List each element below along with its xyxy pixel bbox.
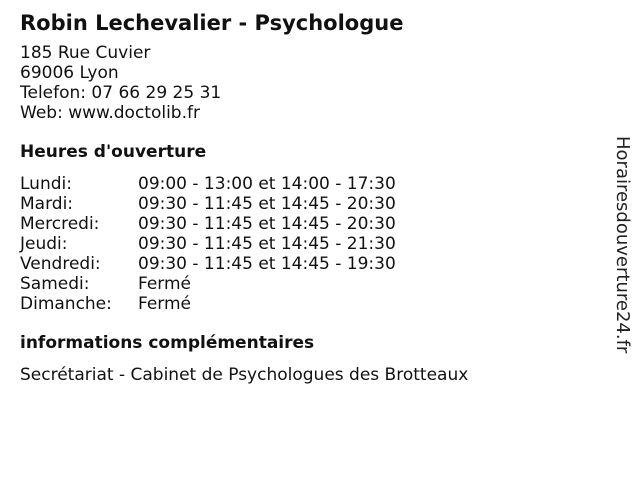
hours-row-monday (20, 174, 590, 194)
opening-hours-heading: Heures d'ouverture (20, 142, 207, 162)
day-hours: Fermé (138, 274, 192, 294)
day-label: Vendredi: (20, 254, 101, 274)
phone-number: Telefon: 07 66 29 25 31 (20, 83, 222, 103)
hours-row-thursday (20, 234, 590, 254)
web-label: Web: (20, 103, 63, 123)
site-watermark: Horairesdouverture24.fr (612, 136, 633, 354)
street-address: 185 Rue Cuvier (20, 43, 151, 63)
web-line (20, 103, 590, 123)
business-card (20, 10, 590, 385)
day-hours: 09:30 - 11:45 et 14:45 - 19:30 (138, 254, 396, 274)
day-label: Dimanche: (20, 294, 112, 314)
hours-row-friday (20, 254, 590, 274)
day-label: Mardi: (20, 194, 74, 214)
page-title: Robin Lechevalier - Psychologue (20, 11, 404, 35)
hours-row-saturday (20, 274, 590, 294)
day-hours: 09:30 - 11:45 et 14:45 - 20:30 (138, 214, 396, 234)
day-hours: 09:30 - 11:45 et 14:45 - 20:30 (138, 194, 396, 214)
website-link[interactable]: www.doctolib.fr (68, 103, 200, 123)
contact-block (20, 43, 590, 123)
day-label: Mercredi: (20, 214, 100, 234)
hours-row-wednesday (20, 214, 590, 234)
opening-hours-table (20, 174, 590, 314)
hours-row-sunday (20, 294, 590, 314)
additional-info-text: Secrétariat - Cabinet de Psychologues des Brotteaux (20, 365, 469, 385)
day-label: Lundi: (20, 174, 72, 194)
hours-row-tuesday (20, 194, 590, 214)
city-postal: 69006 Lyon (20, 63, 119, 83)
day-label: Jeudi: (20, 234, 68, 254)
day-hours: 09:00 - 13:00 et 14:00 - 17:30 (138, 174, 396, 194)
day-hours: 09:30 - 11:45 et 14:45 - 21:30 (138, 234, 396, 254)
additional-info-heading: informations complémentaires (20, 333, 315, 353)
day-label: Samedi: (20, 274, 90, 294)
day-hours: Fermé (138, 294, 192, 314)
